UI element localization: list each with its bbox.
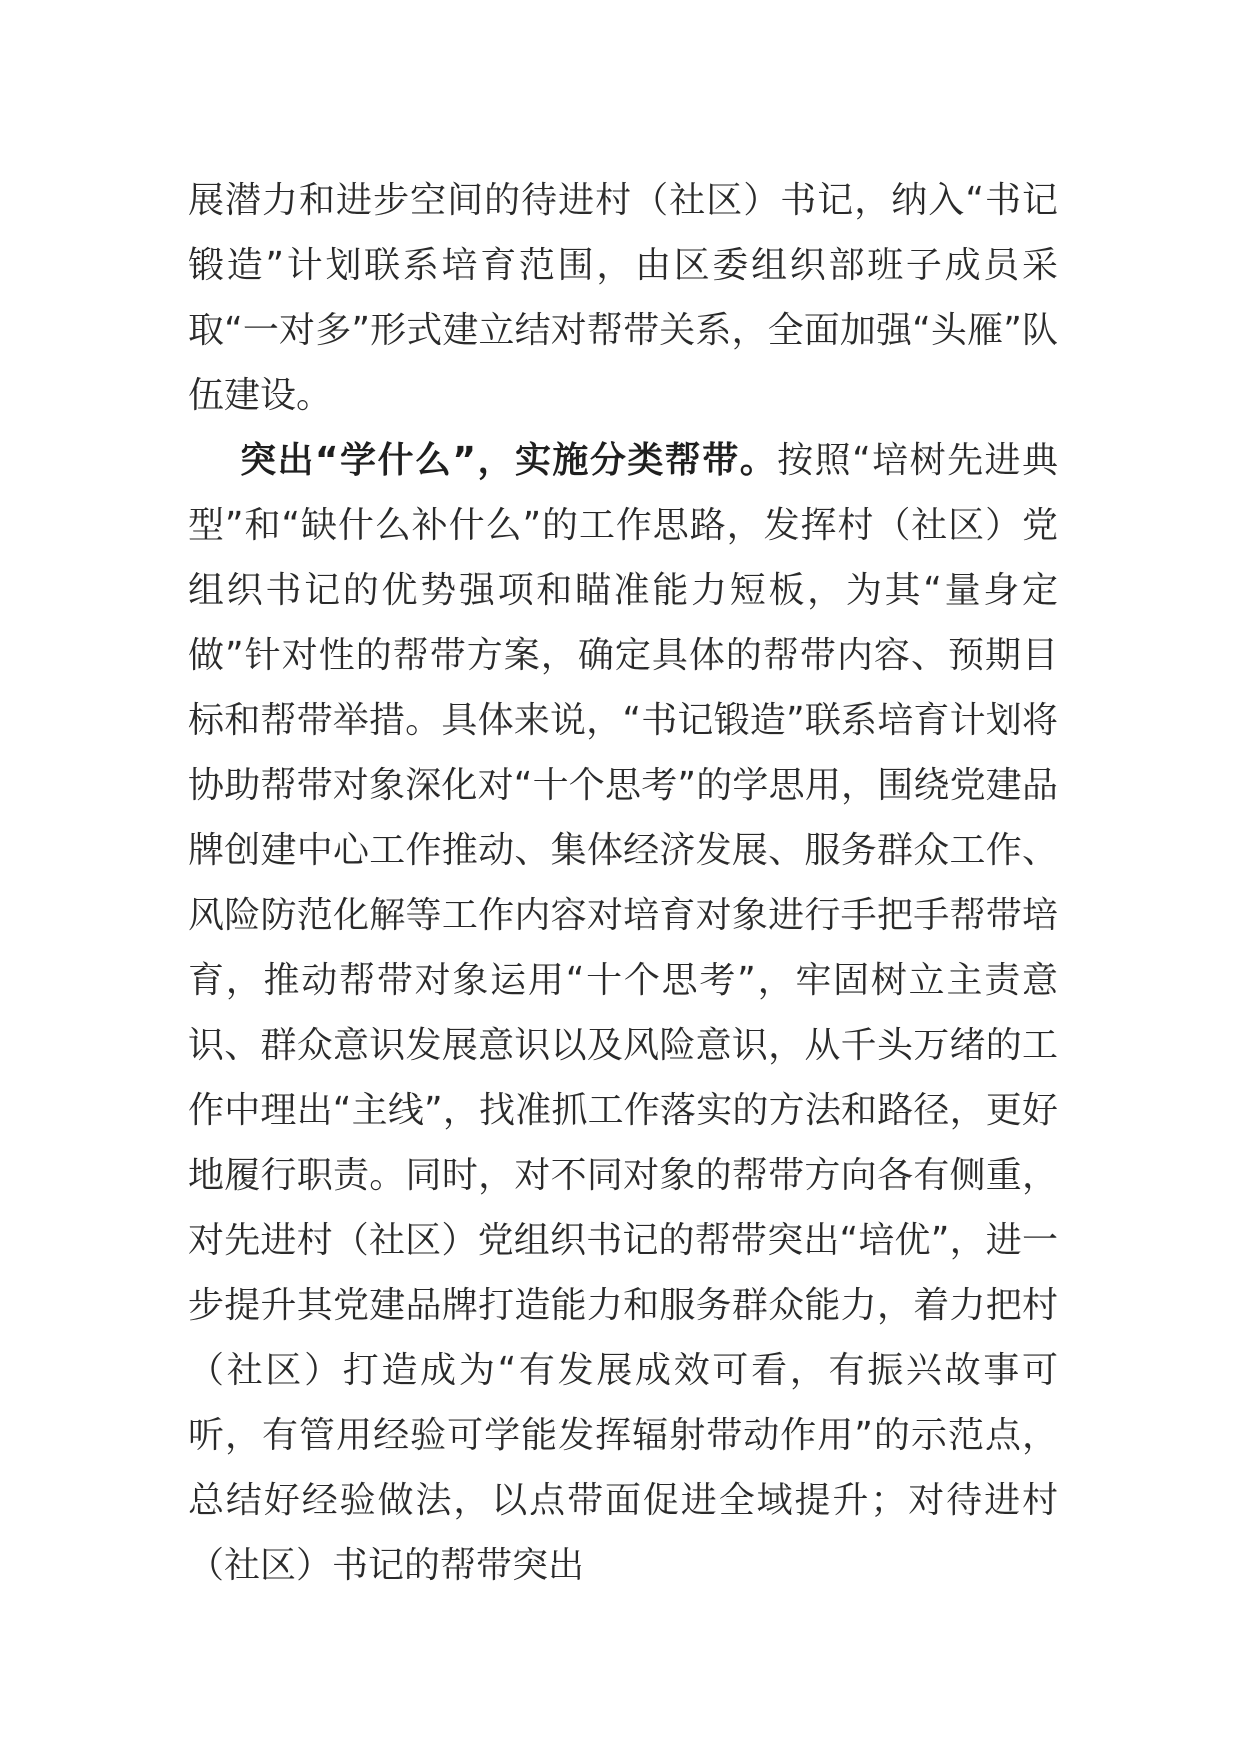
paragraph-continuation: 展潜力和进步空间的待进村（社区）书记，纳入“书记锻造”计划联系培育范围，由区委组织部班子成员采取“一对多”形式建立结对帮带关系，全面加强“头雁”队伍建设。	[188, 180, 1058, 416]
document-body	[188, 168, 1058, 1598]
paragraph-body: 按照“培树先进典型”和“缺什么补什么”的工作思路，发挥村（社区）党组织书记的优势强项和瞄准能力短板，为其“量身定做”针对性的帮带方案，确定具体的帮带内容、预期目标和帮带举措。具体来说，“书记锻造”联系培育计划将协助帮带对象深化对“十个思考”的学思用，围绕党建品牌创建中心工作推动、集体经济发展、服务群众工作、风险防范化解等工作内容对培育对象进行手把手帮带培育，推动帮带对象运用“十个思考”，牢固树立主责意识、群众意识发展意识以及风险意识，从千头万绪的工作中理出“主线”，找准抓工作落实的方法和路径，更好地履行职责。同时，对不同对象的帮带方向各有侧重，对先进村（社区）党组织书记的帮带突出“培优”，进一步提升其党建品牌打造能力和服务群众能力，着力把村（社区）打造成为“有发展成效可看，有振兴故事可听，有管用经验可学能发挥辐射带动作用”的示范点，总结好经验做法，以点带面促进全域提升；对待进村（社区）书记的帮带突出	[188, 440, 1058, 1586]
paragraph-classified-mentoring	[188, 428, 1058, 1598]
paragraph-heading: 突出“学什么”，实施分类帮带。	[240, 440, 778, 481]
